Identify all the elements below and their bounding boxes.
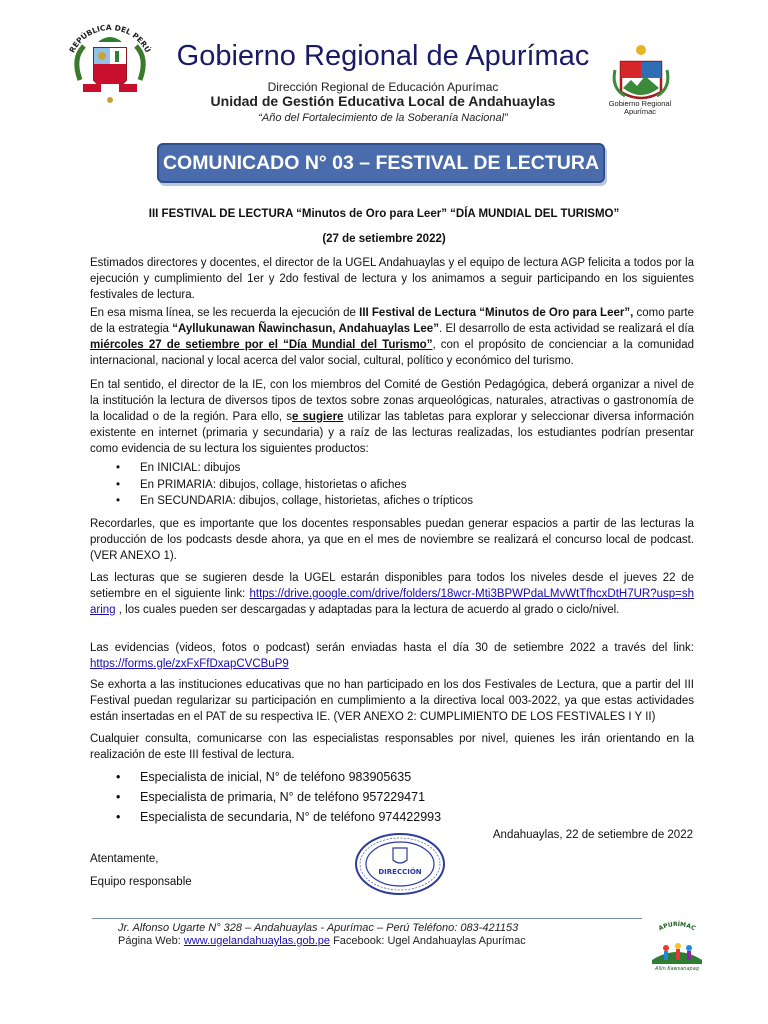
header-subtitle-2: Unidad de Gestión Educativa Local de Andahuaylas bbox=[210, 93, 556, 109]
p5-text-a: Las lecturas que se sugieren desde la UGEL estarán disponibles para todos los niveles desde el jueves 22 de setiembre en el siguiente link: bbox=[90, 572, 694, 600]
list-item: • Especialista de primaria, N° de teléfono 957229471 bbox=[116, 787, 441, 807]
stamp-label: DIRECCIÓN bbox=[378, 868, 422, 876]
paragraph-readings-link bbox=[90, 570, 694, 618]
seal-arc-text: REPÚBLICA DEL PERÚ bbox=[67, 22, 153, 55]
regional-logo-label-line-1: Gobierno Regional bbox=[608, 99, 672, 108]
footer-divider bbox=[92, 918, 642, 919]
evidence-form-link[interactable]: https://forms.gle/zxFxFfDxapCVCBuP9 bbox=[90, 658, 289, 670]
paragraph-regularize: Se exhorta a las instituciones educativas que no han participado en los dos Festivales de Lectura, que a partir del III Festival puedan regularizar su participación en cumplimiento a la directiva local 003-2022, ya que estas actividades están insertadas en el PAT de su respectiva IE. (VER ANEXO 2: CUMPLIMIENTO DE LOS FESTIVALES I Y II) bbox=[90, 679, 694, 723]
svg-text:APURÍMAC bbox=[657, 920, 697, 933]
footer-web bbox=[118, 935, 526, 947]
products-list bbox=[116, 460, 473, 510]
p2-strategy-name: “Ayllukunawan Ñawinchasun, Andahuaylas Lee” bbox=[172, 323, 439, 335]
footer-logo-slogan: Allin Kawsanapaq bbox=[655, 966, 699, 972]
paragraph-evidence bbox=[90, 640, 694, 672]
p3-text-a: En tal sentido, el director de la IE, con los miembros del Comité de Gestión Pedagógica, deberá organizar a nivel de la institución la lectura de diversos tipos de textos sobre zonas arqueológicas, naturales, atractivas o gastronomía de la localidad o de la región. Para ello, s bbox=[90, 379, 694, 423]
regional-logo-label-line-2: Apurímac bbox=[623, 107, 657, 116]
letter-date: Andahuaylas, 22 de setiembre de 2022 bbox=[492, 829, 693, 841]
apurimac-footer-logo-icon bbox=[642, 920, 712, 972]
footer-address: Jr. Alfonso Ugarte N° 328 – Andahuaylas - Apurímac – Perú Teléfono: 083-421153 bbox=[118, 922, 519, 934]
festival-date: (27 de setiembre 2022) bbox=[322, 233, 446, 245]
paragraph-greeting: Estimados directores y docentes, el director de la UGEL Andahuaylas y el equipo de lectura AGP felicita a todos por la ejecución y cumplimiento del 1er y 2do festival de lectura y los animamos a seguir participando en los siguientes festivales de lectura. bbox=[90, 257, 694, 301]
communique-banner: COMUNICADO N° 03 – FESTIVAL DE LECTURA bbox=[157, 143, 605, 183]
footer-facebook: Facebook: Ugel Andahuaylas Apurímac bbox=[330, 935, 526, 947]
list-item: • Especialista de secundaria, N° de teléfono 974422993 bbox=[116, 807, 441, 827]
website-link[interactable]: www.ugelandahuaylas.gob.pe bbox=[183, 935, 331, 947]
list-item: • En INICIAL: dibujos bbox=[116, 460, 473, 477]
footer-web-label: Página Web: bbox=[118, 935, 184, 947]
list-item: • En SECUNDARIA: dibujos, collage, historietas, afiches o trípticos bbox=[116, 493, 473, 510]
header-motto: “Año del Fortalecimiento de la Soberanía Nacional” bbox=[258, 112, 508, 124]
p5-text-b: , los cuales pueden ser descargadas y adaptadas para la lectura de acuerdo al grado o ciclo/nivel. bbox=[115, 604, 620, 616]
list-item: • En PRIMARIA: dibujos, collage, historietas o afiches bbox=[116, 477, 473, 494]
p3-text-c: utilizar las tabletas para explorar y seleccionar diversa información existente en internet (primaria y secundaria) y a raíz de las lecturas realizadas, los estudiantes podrían presentar como evidencia de su lectura los siguientes productos: bbox=[90, 411, 694, 455]
closing-regards: Atentamente, bbox=[90, 853, 159, 865]
regional-logo-label bbox=[590, 100, 690, 116]
page-title: Gobierno Regional de Apurímac bbox=[176, 40, 590, 72]
list-item: • Especialista de inicial, N° de teléfono 983905635 bbox=[116, 767, 441, 787]
official-stamp-icon bbox=[353, 832, 447, 896]
p2-event-date: miércoles 27 de setiembre por el “Día Mundial del Turismo” bbox=[90, 339, 433, 351]
p2-text-c: como parte de la estrategia bbox=[90, 307, 695, 335]
contacts-list bbox=[116, 767, 441, 827]
p3-suggestion: e sugiere bbox=[291, 411, 344, 423]
p2-text-g: , con el propósito de concienciar a la comunidad internacional, nacional y local acerca del valor social, cultural, político y económico del turismo. bbox=[90, 339, 695, 367]
p6-text-a: Las evidencias (videos, fotos o podcast) serán enviadas hasta el día 30 de setiembre 2022 a través del link: bbox=[90, 642, 694, 654]
paragraph-organization bbox=[90, 377, 694, 457]
header-subtitle-1: Dirección Regional de Educación Apurímac bbox=[267, 80, 499, 94]
paragraph-contact: Cualquier consulta, comunicarse con las especialistas responsables por nivel, quienes les irán orientando en la realización de este III festival de lectura. bbox=[90, 733, 694, 761]
drive-folder-link[interactable]: https://drive.google.com/drive/folders/18wcr-Mti3BPWPdaLMvWtTfhcxDtH7UR?usp=sharing bbox=[90, 588, 694, 616]
p2-festival-name: III Festival de Lectura “Minutos de Oro para Leer”, bbox=[359, 307, 634, 319]
festival-heading: III FESTIVAL DE LECTURA “Minutos de Oro para Leer” “DÍA MUNDIAL DEL TURISMO” bbox=[148, 208, 620, 220]
closing-signer: Equipo responsable bbox=[90, 876, 192, 888]
paragraph-festival-info bbox=[90, 305, 694, 369]
peru-coat-of-arms-icon bbox=[58, 18, 162, 122]
p2-text-a: En esa misma línea, se les recuerda la ejecución de bbox=[90, 307, 360, 319]
paragraph-podcast: Recordarles, que es importante que los docentes responsables puedan generar espacios a partir de las lecturas la producción de los podcasts desde ahora, ya que en el mes de noviembre se realizará el concurso local de podcast. (VER ANEXO 1). bbox=[90, 518, 694, 562]
footer-logo-arc-text: APURÍMAC bbox=[657, 920, 697, 933]
p2-text-e: . El desarrollo de esta actividad se realizará el día bbox=[438, 323, 694, 335]
